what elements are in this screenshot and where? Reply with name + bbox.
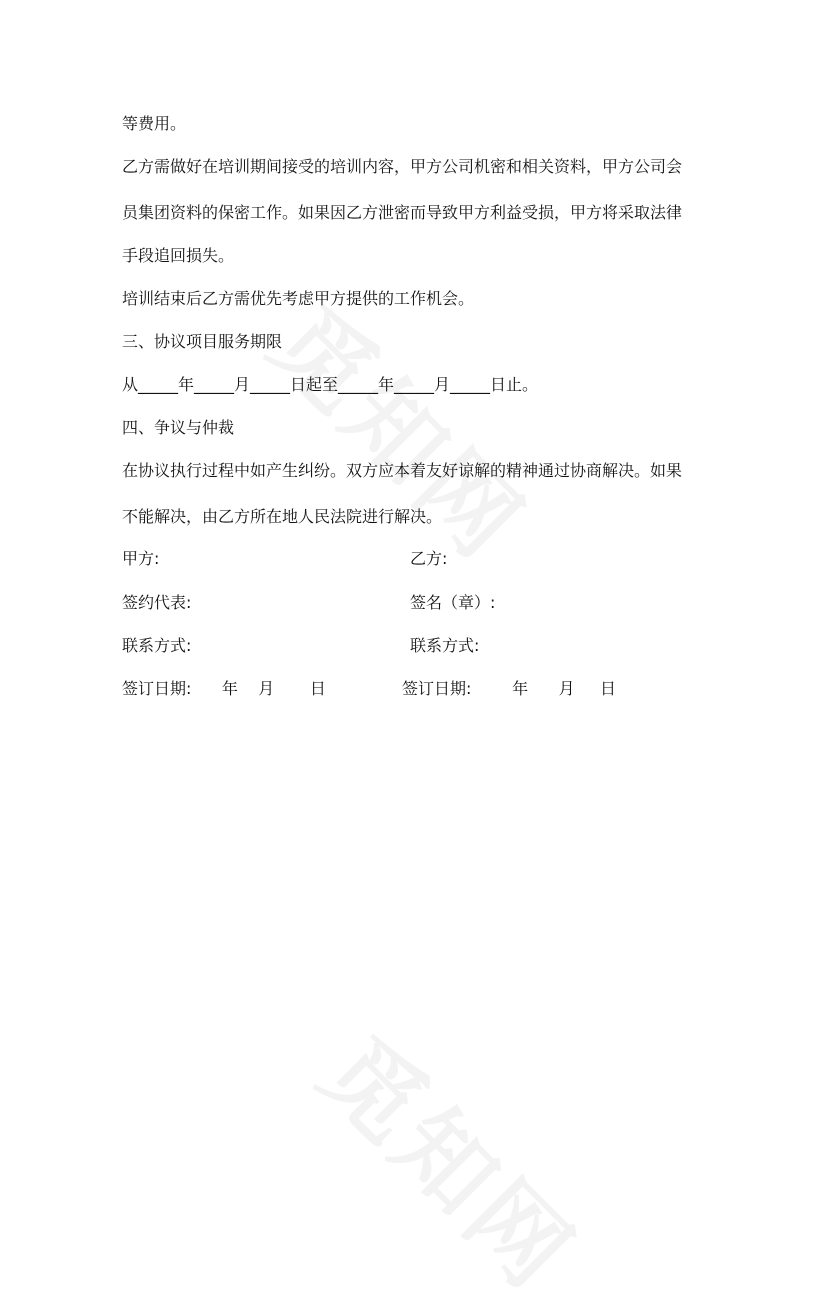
watermark-bottom [296,1002,609,1315]
sign-date-a: 签订日期: 年 月 日 [122,679,326,698]
paragraph-dispute-line1: 在协议执行过程中如产生纠纷。双方应本着友好谅解的精神通过协商解决。如果 [122,461,683,480]
signature-seal-label: 签名（章）: [410,593,496,612]
representative-label: 签约代表: [122,593,192,612]
service-term-date-line: 从_____年_____月_____日起至_____年_____月_____日止。 [122,375,539,394]
party-b-label: 乙方: [410,549,448,568]
paragraph-fees-end: 等费用。 [122,114,187,133]
paragraph-confidentiality-line2: 员集团资料的保密工作。如果因乙方泄密而导致甲方利益受损，甲方将采取法律 [122,203,683,222]
section-heading-service-term: 三、协议项目服务期限 [122,332,283,351]
paragraph-job-opportunity: 培训结束后乙方需优先考虑甲方提供的工作机会。 [122,289,475,308]
watermark-top [246,272,559,585]
paragraph-confidentiality-line3: 手段追回损失。 [122,246,235,265]
contact-b-label: 联系方式: [410,636,480,655]
paragraph-confidentiality-line1: 乙方需做好在培训期间接受的培训内容，甲方公司机密和相关资料，甲方公司会 [122,157,683,176]
party-a-label: 甲方: [122,549,160,568]
section-heading-dispute: 四、争议与仲裁 [122,418,235,437]
paragraph-dispute-line2: 不能解决，由乙方所在地人民法院进行解决。 [122,507,443,526]
sign-date-b: 签订日期: 年 月 日 [402,679,617,698]
contact-a-label: 联系方式: [122,636,192,655]
